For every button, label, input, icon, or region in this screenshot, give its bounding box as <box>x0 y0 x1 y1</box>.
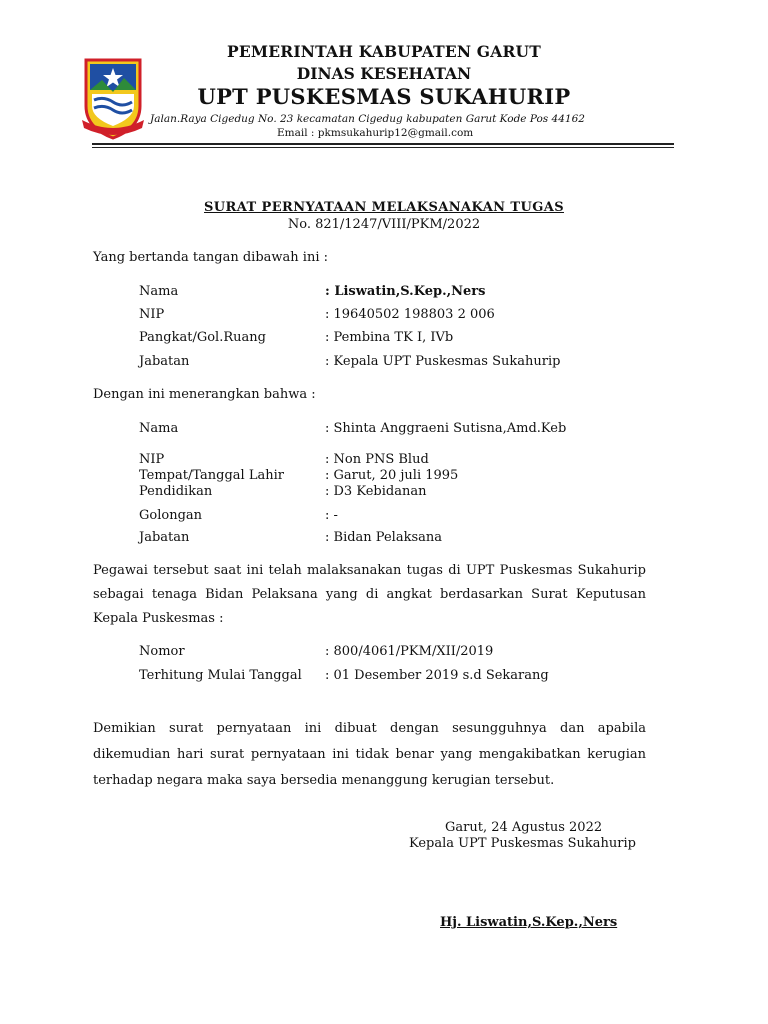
unit-heading: UPT PUSKESMAS SUKAHURIP <box>197 84 571 109</box>
employee-education-value: : D3 Kebidanan <box>325 484 427 499</box>
address-line: Jalan.Raya Cigedug No. 23 kecamatan Cigedug kabupaten Garut Kode Pos 44162 <box>150 113 585 125</box>
statement-paragraph: Pegawai tersebut saat ini telah malaksanakan tugas di UPT Puskesmas Sukahurip sebagai tenaga Bidan Pelaksana yang di angkat berdasarkan Surat Keputusan Kepala Puskesmas : <box>93 563 646 626</box>
document-number: No. 821/1247/VIII/PKM/2022 <box>287 217 481 232</box>
signer-name-label: Nama <box>139 284 179 299</box>
document-title: SURAT PERNYATAAN MELAKSANAKAN TUGAS <box>204 200 564 215</box>
employee-grade-value: : - <box>325 508 338 523</box>
signer-title: Kepala UPT Puskesmas Sukahurip <box>409 836 636 851</box>
employee-birth-label: Tempat/Tanggal Lahir <box>139 468 284 483</box>
signer-name-value: : Liswatin,S.Kep.,Ners <box>325 284 486 299</box>
employee-nip-value: : Non PNS Blud <box>325 452 429 467</box>
letterhead-divider-thin <box>92 147 674 148</box>
signer-rank-label: Pangkat/Gol.Ruang <box>139 330 266 345</box>
letterhead-divider <box>92 143 674 145</box>
signer-name-signature: Hj. Liswatin,S.Kep.,Ners <box>440 915 618 930</box>
declare-intro-text: Dengan ini menerangkan bahwa : <box>93 387 316 402</box>
signer-nip-value: : 19640502 198803 2 006 <box>325 307 495 322</box>
decree-number-label: Nomor <box>139 644 185 659</box>
intro-text: Yang bertanda tangan dibawah ini : <box>93 250 328 265</box>
employee-position-label: Jabatan <box>139 530 190 545</box>
closing-paragraph: Demikian surat pernyataan ini dibuat dengan sesungguhnya dan apabila dikemudian hari surat pernyataan ini tidak benar yang mengakibatkan kerugian terhadap negara maka saya bersedia menanggung kerugian tersebut. <box>93 721 646 788</box>
employee-grade-label: Golongan <box>139 508 203 523</box>
employee-name-label: Nama <box>139 421 179 436</box>
signer-rank-value: : Pembina TK I, IVb <box>325 330 454 345</box>
signer-position-value: : Kepala UPT Puskesmas Sukahurip <box>325 354 561 369</box>
government-heading: PEMERINTAH KABUPATEN GARUT <box>227 42 541 61</box>
signer-position-label: Jabatan <box>139 354 190 369</box>
place-date: Garut, 24 Agustus 2022 <box>445 820 603 835</box>
signer-nip-label: NIP <box>139 307 165 322</box>
employee-name-value: : Shinta Anggraeni Sutisna,Amd.Keb <box>325 421 567 436</box>
employee-birth-value: : Garut, 20 juli 1995 <box>325 468 459 483</box>
employee-education-label: Pendidikan <box>139 484 213 499</box>
employee-position-value: : Bidan Pelaksana <box>325 530 442 545</box>
decree-start-label: Terhitung Mulai Tanggal <box>139 668 302 683</box>
employee-nip-label: NIP <box>139 452 165 467</box>
decree-number-value: : 800/4061/PKM/XII/2019 <box>325 644 494 659</box>
decree-start-value: : 01 Desember 2019 s.d Sekarang <box>325 668 549 683</box>
email-line: Email : pkmsukahurip12@gmail.com <box>277 127 474 139</box>
department-heading: DINAS KESEHATAN <box>296 64 472 83</box>
